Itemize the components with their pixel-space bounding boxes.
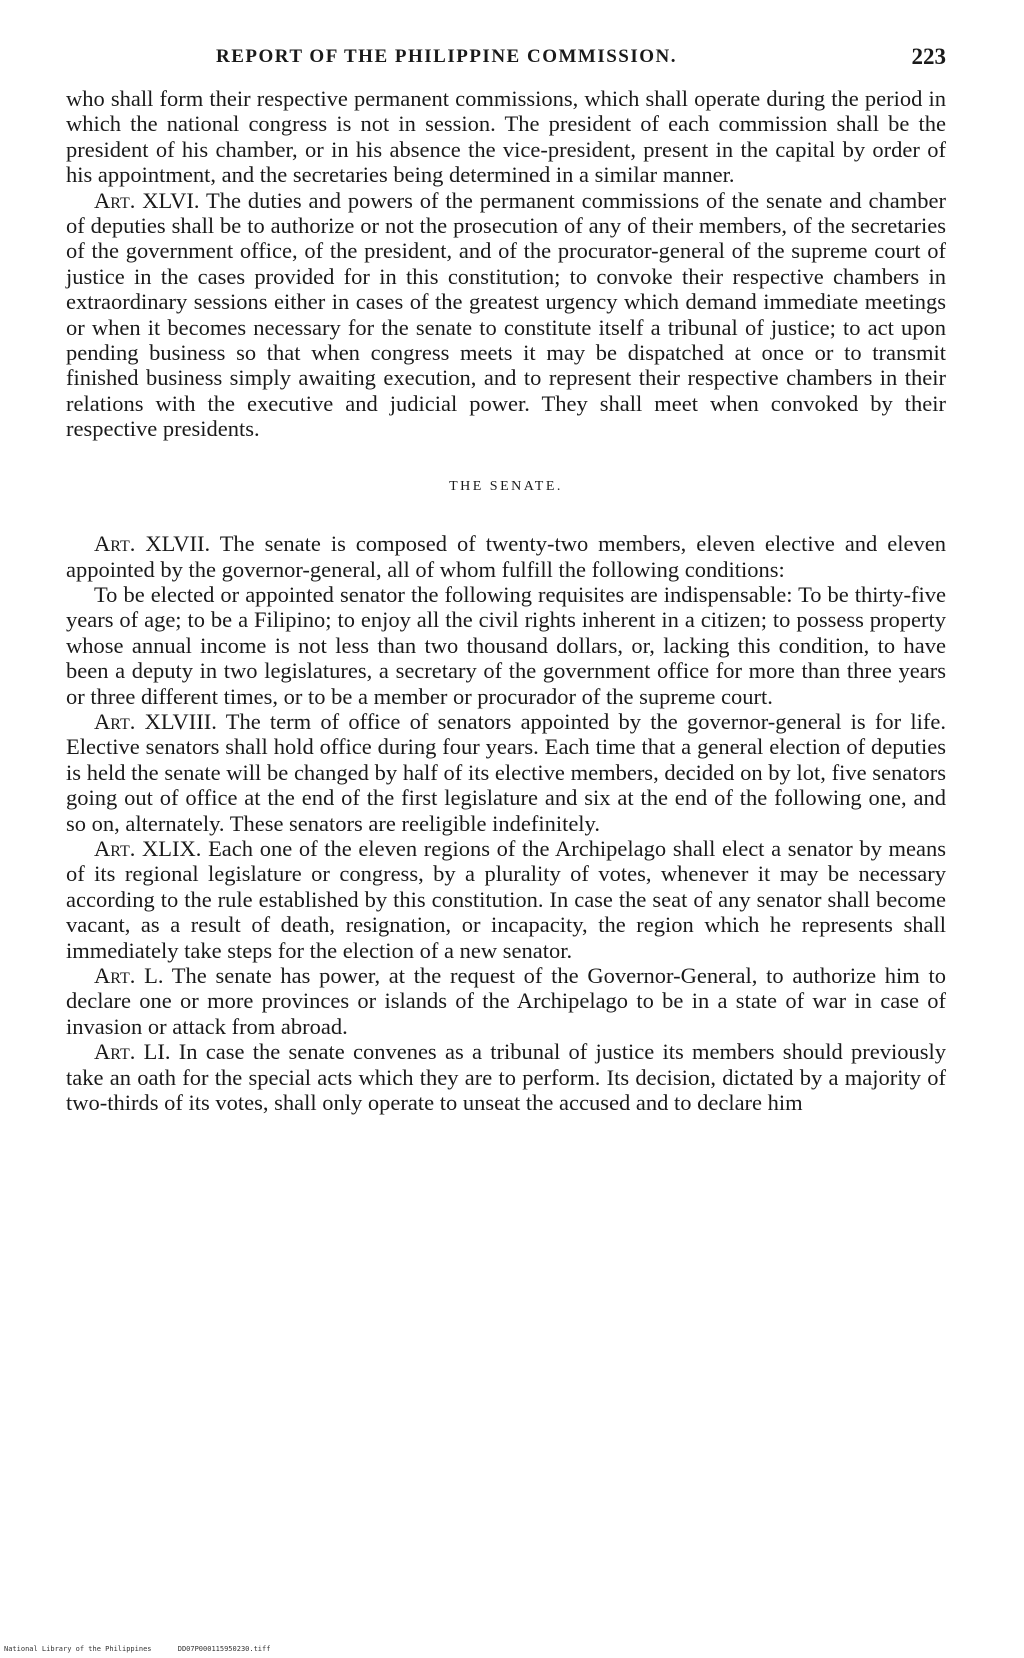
paragraph-requisites [66, 582, 946, 709]
article-50 [66, 963, 946, 1039]
article-51 [66, 1039, 946, 1115]
article-text: The term of office of senators appointed by the governor-general is for life. Elective senators shall hold office during four years. Each time that a general election of deputies is held the senate will be changed by half of its elective members, decided on by lot, five senators going out of office at the end of the first legislature and six at the end of the following one, and so on, alternately. These senators are reeligible indefinitely. [66, 708, 946, 836]
running-title: REPORT OF THE PHILIPPINE COMMISSION. [216, 46, 678, 67]
article-49 [66, 836, 946, 963]
article-label: Art. XLIX. [94, 835, 202, 861]
footer-file-id: DD07P000115950230.tiff [177, 1645, 271, 1653]
article-label: Art. XLVI. [94, 187, 200, 213]
article-label: Art. LI. [94, 1039, 171, 1065]
article-46 [66, 188, 946, 442]
article-47 [66, 531, 946, 582]
paragraph-text: To be elected or appointed senator the following requisites are indispensable: To be thirty-five years of age; to be a Filipino; to enjoy all the civil rights inherent in a citizen; to possess property whose annual income is not less than two thousand dollars, or, lacking this condition, to have been a deputy in two legislatures, a secretary of the government office for more than three years or three different times, or to be a member or procurador of the supreme court. [66, 581, 946, 709]
article-text: The senate has power, at the request of the Governor-General, to authorize him to declare one or more provinces or islands of the Archipelago to be in a state of war in case of invasion or attack from abroad. [66, 963, 947, 1039]
page-number: 223 [911, 44, 946, 69]
article-text: The senate is composed of twenty-two members, eleven elective and eleven appointed by the governor-general, all of whom fulfill the following conditions: [66, 531, 946, 582]
running-head [66, 40, 946, 74]
body-text [66, 86, 946, 1115]
paragraph-text: who shall form their respective permanent commissions, which shall operate during the period in which the national congress is not in session. The president of each commission shall be the president of his chamber, or in his absence the vice-president, present in the capital by order of his appointment, and the secretaries being determined in a similar manner. [66, 86, 946, 188]
article-label: Art. L. [94, 963, 164, 988]
article-text: Each one of the eleven regions of the Archipelago shall elect a senator by means of its regional legislature or congress, by a plurality of votes, whenever it may be necessary according to the rule established by this constitution. In case the seat of any senator shall become vacant, as a result of death, resignation, or incapacity, the region which he represents shall immediately take steps for the election of a new senator. [66, 835, 947, 963]
section-heading: THE SENATE. [449, 478, 563, 494]
footer-library: National Library of the Philippines [4, 1645, 152, 1653]
scan-footer [4, 1645, 292, 1653]
article-label: Art. XLVII. [94, 531, 211, 557]
article-label: Art. XLVIII. [94, 708, 217, 734]
article-text: In case the senate convenes as a tribunal of justice its members should previously take an oath for the special acts which they are to perform. Its decision, dictated by a majority of two-thirds of its votes, shall only operate to unseat the accused and to declare him [66, 1039, 946, 1116]
article-text: The duties and powers of the permanent commissions of the senate and chamber of deputies shall be to authorize or not the prosecution of any of their members, of the secretaries of the government office, of the president, and of the procurator-general of the supreme court of justice in the cases provided for in this constitution; to convoke their respective chambers in extraordinary sessions either in cases of the greatest urgency which demand immediate meetings or when it becomes necessary for the senate to constitute itself a tribunal of justice; to act upon pending business so that when congress meets it may be dispatched at once or to transmit finished business simply awaiting execution, and to represent their respective chambers in their relations with the executive and judicial power. They shall meet when convoked by their respective presidents. [66, 187, 946, 442]
paragraph-continuation [66, 86, 946, 188]
article-48 [66, 709, 946, 836]
